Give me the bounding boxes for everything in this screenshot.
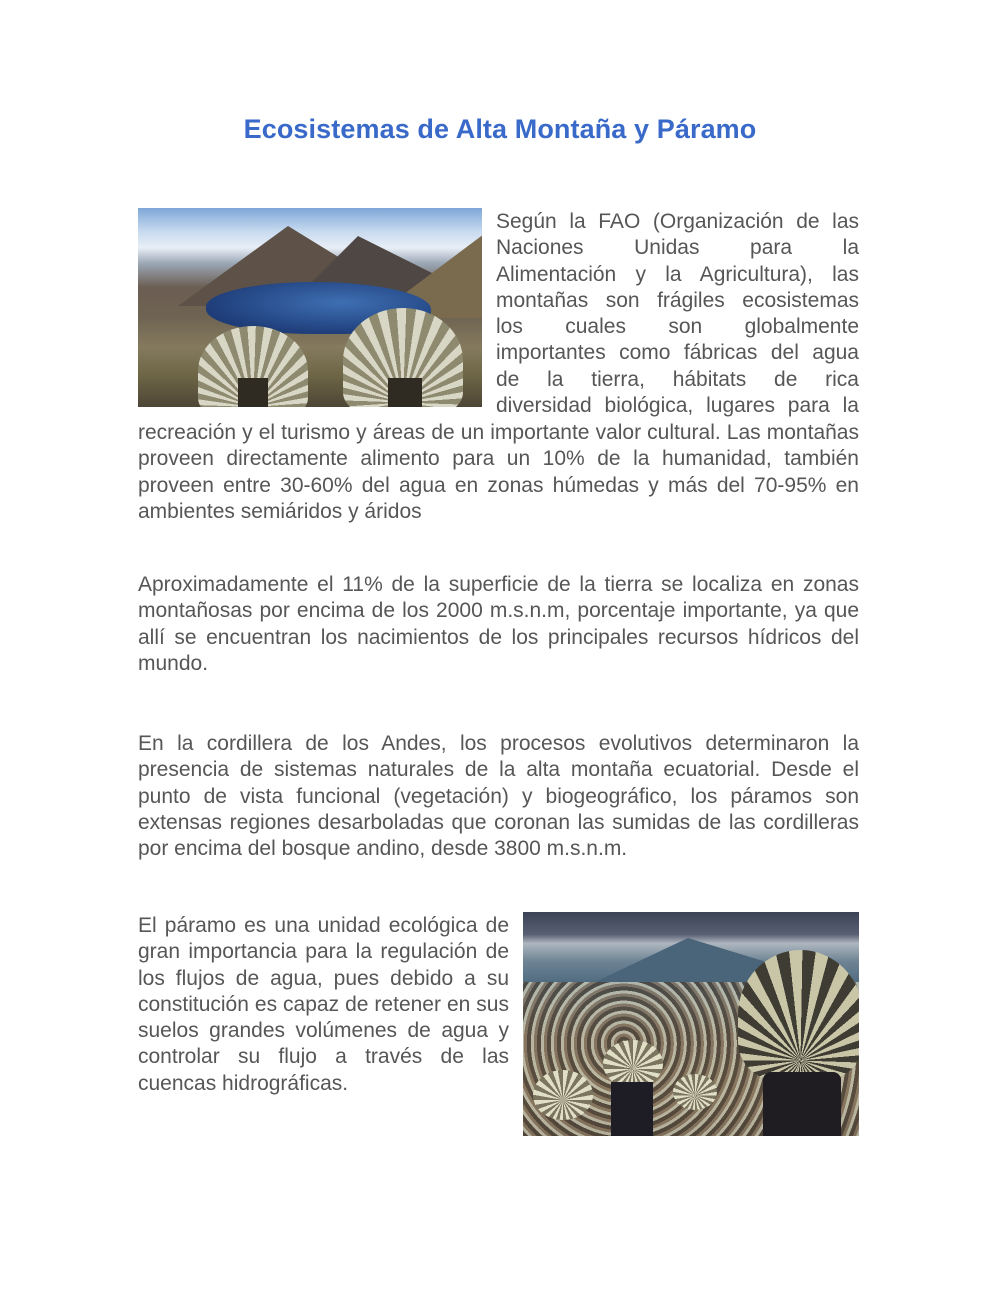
frailejon-plant bbox=[603, 1040, 663, 1088]
text-line: Alimentación y la Agricultura), las bbox=[496, 262, 859, 286]
paragraph-1-wrapped bbox=[496, 209, 859, 419]
frailejon-plant-large bbox=[738, 950, 859, 1080]
plant-trunk bbox=[763, 1072, 841, 1136]
text-line: Naciones Unidas para la bbox=[496, 236, 859, 260]
document-title: Ecosistemas de Alta Montaña y Páramo bbox=[243, 114, 757, 144]
lagoon-paramo-photo bbox=[138, 208, 482, 407]
paragraph-2: Aproximadamente el 11% de la superficie de la tierra se localiza en zonas montañosas por encima de los 2000 m.s.n.m, porcentaje importante, ya que allí se encuentran los nacimientos de los principales recursos hídricos del mundo. bbox=[138, 573, 859, 675]
text-line: montañas son frágiles ecosistemas bbox=[496, 288, 859, 312]
paragraph-1-continuation: recreación y el turismo y áreas de un importante valor cultural. Las montañas proveen directamente alimento para un 10% de la humanidad, también proveen entre 30-60% del agua en zonas húmedas y más del 70-95% en ambientes semiáridos y áridos bbox=[138, 421, 859, 523]
frailejones-field-photo bbox=[523, 912, 859, 1136]
text-line: diversidad biológica, lugares para la bbox=[496, 394, 859, 418]
text-line: los cuales son globalmente bbox=[496, 315, 859, 339]
plant-trunk bbox=[238, 378, 268, 407]
paragraph-3: En la cordillera de los Andes, los procesos evolutivos determinaron la presencia de sistemas naturales de la alta montaña ecuatorial. Desde el punto de vista funcional (vegetación) y biogeográfico, los páramos son extensas regiones desarboladas que coronan las sumidas de las cordilleras por encima del bosque andino, desde 3800 m.s.n.m. bbox=[138, 732, 859, 861]
plant-trunk bbox=[388, 378, 422, 407]
text-line: de la tierra, hábitats de rica bbox=[496, 367, 859, 391]
frailejon-plant bbox=[533, 1070, 593, 1120]
paragraph-4: El páramo es una unidad ecológica de gran importancia para la regulación de los flujos de agua, pues debido a su constitución es capaz de retener en sus suelos grandes volúmenes de agua y controlar su flujo a través de las cuencas hidrográficas. bbox=[138, 914, 509, 1095]
plant-trunk bbox=[611, 1082, 653, 1136]
frailejon-plant bbox=[673, 1074, 717, 1110]
text-line: Según la FAO (Organización de las bbox=[496, 210, 859, 233]
text-line: importantes como fábricas del agua bbox=[496, 341, 859, 365]
